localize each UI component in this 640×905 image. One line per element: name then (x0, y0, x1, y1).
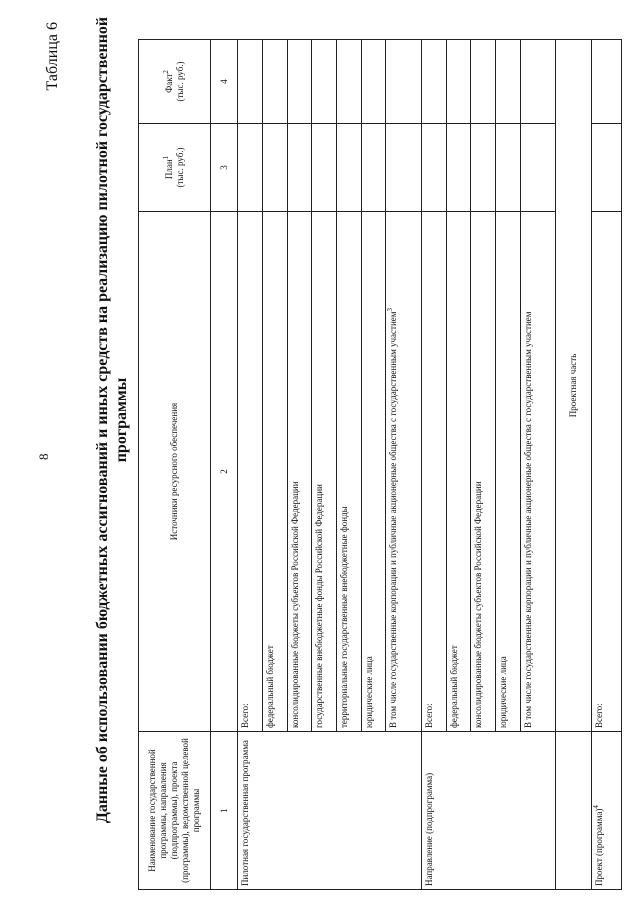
plan-cell (520, 124, 556, 212)
project-row (591, 40, 621, 890)
column-number: 1 (211, 732, 238, 890)
fact-cell (312, 40, 337, 124)
section-label-cell: Проектная часть (556, 40, 592, 732)
source-cell: государственные внебюджетные фонды Российской Федерации (312, 212, 337, 732)
plan-cell (446, 124, 471, 212)
source-cell: федеральный бюджет (446, 212, 471, 732)
plan-cell (263, 124, 288, 212)
header-fact: Факт$^2$ (тыс. руб.) (139, 40, 211, 124)
source-cell: В том числе государственные корпорации и публичные акционерные общества с государственным участием (520, 212, 556, 732)
page-number: 8 (36, 453, 51, 460)
project-name-cell: Проект (программа)$^4$ (591, 732, 621, 890)
source-cell: консолидированные бюджеты субъектов Российской Федерации (471, 212, 496, 732)
header-name: Наименование государственной программы, направления (подпрограммы), проекта (программы), ведомственной целевой программы (139, 732, 211, 890)
column-number: 3 (211, 124, 238, 212)
program-name-cell: Направление (подпрограмма) (421, 732, 555, 890)
column-number-row (211, 40, 238, 890)
budget-table (138, 39, 622, 890)
source-cell: юридические лица (495, 212, 520, 732)
source-cell: Всего: (421, 212, 446, 732)
source-cell: территориальные государственные внебюджетные фонды (337, 212, 362, 732)
document-title: Данные об использовании бюджетных ассигнований и иных средств на реализацию пилотной государственной программы (94, 16, 130, 824)
program-name-cell: Пилотная государственная программа (238, 732, 422, 890)
source-cell: Всего: (591, 212, 621, 732)
header-row (139, 40, 211, 890)
table-body (211, 40, 622, 890)
fact-cell (238, 40, 263, 124)
source-cell: Всего: (238, 212, 263, 732)
plan-cell (471, 124, 496, 212)
table-row (238, 40, 263, 890)
fact-cell (337, 40, 362, 124)
fact-cell (386, 40, 422, 124)
fact-cell (591, 40, 621, 124)
table-label: Таблица 6 (44, 22, 61, 91)
header-sources: Источники ресурсного обеспечения (139, 212, 211, 732)
fact-cell (263, 40, 288, 124)
fact-cell (520, 40, 556, 124)
fact-cell (287, 40, 312, 124)
fact-cell (361, 40, 386, 124)
plan-cell (287, 124, 312, 212)
column-number: 2 (211, 212, 238, 732)
plan-cell (312, 124, 337, 212)
table-row (421, 40, 446, 890)
fact-cell (446, 40, 471, 124)
source-cell: консолидированные бюджеты субъектов Российской Федерации (287, 212, 312, 732)
plan-cell (591, 124, 621, 212)
plan-cell (386, 124, 422, 212)
plan-cell (421, 124, 446, 212)
section-row (556, 40, 592, 890)
plan-cell (495, 124, 520, 212)
fact-cell (471, 40, 496, 124)
source-cell: федеральный бюджет (263, 212, 288, 732)
plan-cell (337, 124, 362, 212)
plan-cell (361, 124, 386, 212)
header-plan: План$^1$ (тыс. руб.) (139, 124, 211, 212)
source-cell: В том числе государственные корпорации и публичные акционерные общества с государственным участием$^3$ (386, 212, 422, 732)
section-empty-cell (556, 732, 592, 890)
fact-cell (495, 40, 520, 124)
fact-cell (421, 40, 446, 124)
column-number: 4 (211, 40, 238, 124)
plan-cell (238, 124, 263, 212)
source-cell: юридические лица (361, 212, 386, 732)
